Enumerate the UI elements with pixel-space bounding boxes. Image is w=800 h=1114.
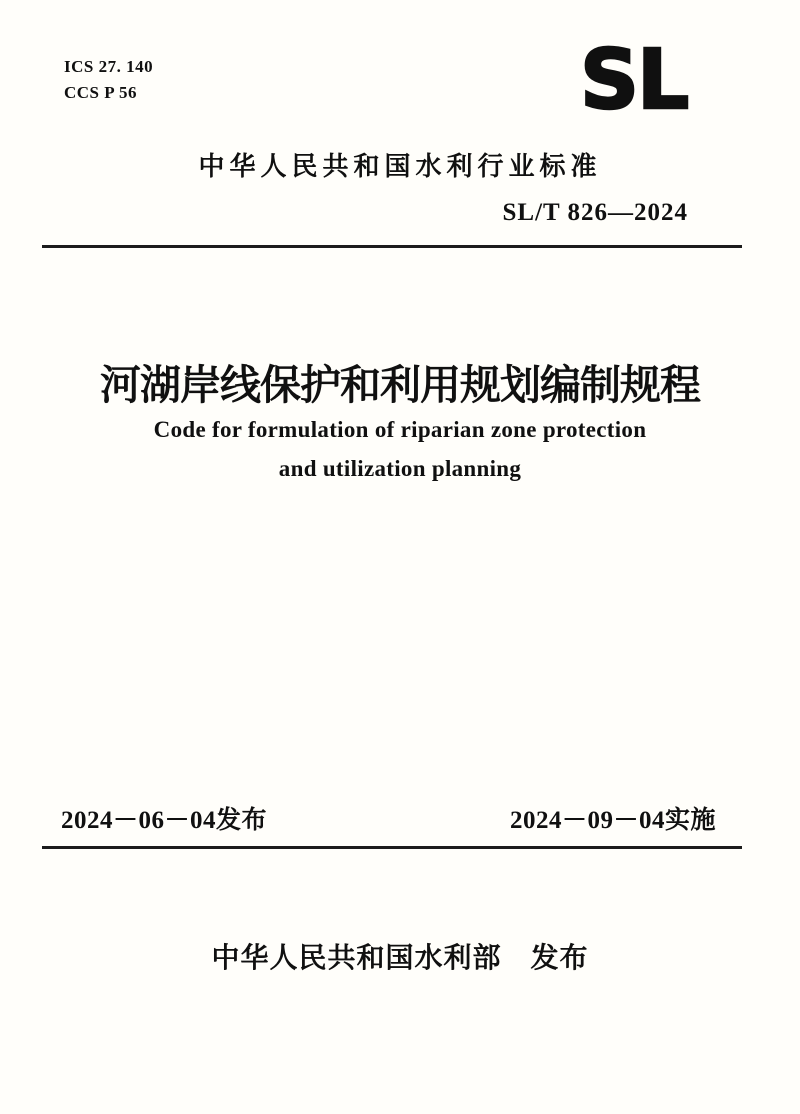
english-title-line2: and utilization planning	[278, 456, 522, 481]
english-title-line1: Code for formulation of riparian zone protection	[153, 417, 647, 442]
sl-logo: SL	[580, 33, 688, 128]
dates-row	[61, 800, 716, 836]
ics-code: ICS 27. 140	[64, 57, 154, 76]
implementation-date: 2024－09－04实施	[509, 807, 716, 834]
issue-date: 2024－06－04发布	[61, 807, 268, 834]
ccs-code: CCS P 56	[64, 83, 137, 102]
english-title	[0, 410, 800, 488]
classification-codes	[64, 54, 153, 106]
standard-type-heading: 中华人民共和国水利行业标准	[198, 151, 602, 181]
chinese-title: 河湖岸线保护和利用规划编制规程	[100, 362, 700, 408]
bottom-divider-line	[42, 846, 742, 849]
standard-number: SL/T 826—2024	[502, 199, 688, 226]
top-divider-line	[42, 245, 742, 248]
publisher-line: 中华人民共和国水利部 发布	[211, 942, 589, 973]
